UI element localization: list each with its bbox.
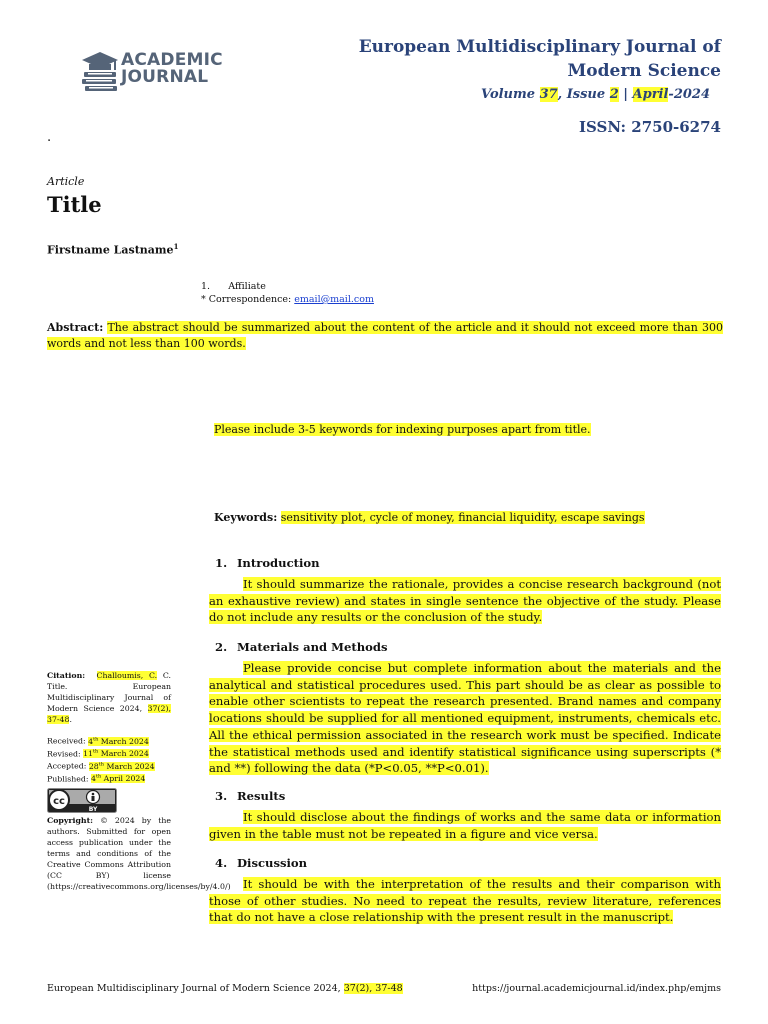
logo-line-2: JOURNAL (121, 67, 209, 87)
section-heading: 2. Materials and Methods (215, 640, 388, 654)
footer-url[interactable]: https://journal.academicjournal.id/index.php/emjms (472, 983, 721, 994)
issue-number: 2 (609, 87, 619, 102)
section-paragraph: It should be with the interpretation of the results and their comparison with those of other studies. No need to repeat the results, review literature, references that do not have a close relationship with the present result in the manuscript. (209, 877, 721, 925)
footer-citation: European Multidisciplinary Journal of Modern Science 2024, 37(2), 37-48 (47, 983, 403, 994)
abstract (47, 320, 723, 352)
correspondence: * Correspondence: email@mail.com (201, 294, 374, 305)
graduation-cap-books-icon (80, 50, 120, 94)
abstract-text: The abstract should be summarized about the content of the article and it should not exceed more than 300 words and not less than 100 words. (47, 321, 724, 350)
svg-text:cc: cc (53, 796, 65, 807)
keyword-note: Please include 3-5 keywords for indexing purposes apart from title. (214, 423, 591, 436)
logo-line-1: ACADEMIC (121, 50, 223, 70)
volume-number: 37 (539, 87, 558, 102)
published-date: Published: 4th April 2024 (47, 773, 146, 784)
cc-by-badge (47, 788, 117, 813)
keywords-label: Keywords: (214, 511, 278, 524)
section-paragraph: It should summarize the rationale, provides a concise research background (not an exhaustive review) and states in single sentence the objective of the study. Please do not include any results or the conclusion of the study. (209, 577, 721, 625)
affiliation-item: 1. Affiliate (201, 281, 266, 292)
citation-block: Citation: Challoumis, C. C. Title. European Multidisciplinary Journal of Modern Science 2024, 37(2), 37-48. (47, 671, 171, 724)
email-link[interactable]: email@mail.com (294, 294, 374, 305)
section-heading: 3. Results (215, 789, 286, 803)
section-introduction (209, 556, 721, 626)
logo-text (121, 52, 223, 86)
cc-by-label: BY (88, 806, 98, 813)
dates-block (47, 734, 171, 784)
section-discussion (209, 856, 721, 926)
keywords-text: sensitivity plot, cycle of money, financial liquidity, escape savings (280, 511, 645, 524)
volume-issue-line: Volume 37, Issue 2 | April-2024 (481, 87, 710, 102)
section-materials-methods (209, 640, 721, 777)
keywords (214, 511, 645, 524)
affiliations (201, 280, 374, 306)
issn: ISSN: 2750-6274 (578, 118, 721, 136)
article-title: Title (47, 192, 102, 217)
section-results (209, 789, 721, 842)
abstract-label: Abstract: (47, 321, 104, 334)
journal-title: European Multidisciplinary Journal of Modern Science (358, 37, 721, 81)
section-heading: 4. Discussion (215, 856, 308, 870)
revised-date: Revised: 11th March 2024 (47, 748, 149, 759)
author-name: Firstname Lastname$^1$ (47, 242, 179, 257)
accepted-date: Accepted: 28th March 2024 (47, 761, 155, 771)
section-heading: 1. Introduction (215, 556, 320, 570)
stray-dot: . (47, 130, 52, 145)
issue-month: April (632, 87, 669, 102)
received-date: Received: 4th March 2024 (47, 736, 149, 746)
article-type: Article (47, 175, 85, 188)
copyright-block: Copyright: © 2024 by the authors. Submitted for open access publication under the terms and conditions of the Creative Commons Attribution (CC BY) license (https://creativecommons.org/licenses/by/4.0/) (47, 816, 231, 891)
section-paragraph: Please provide concise but complete information about the materials and the analytical and statistical procedures used. This part should be as clear as possible to enable other scientists to repeat the research presented. Brand names and company locations should be supplied for all mentioned equipment, instruments, chemicals etc. All the ethical permission associated in the research work must be specified. Indicate the statistical methods used and identify statistical significance using superscripts (* and **) following the data (*P<0.05, **P<0.01). (209, 661, 721, 776)
section-paragraph: It should disclose about the findings of works and the same data or information given in the table must not be repeated in a figure and vice versa. (209, 810, 721, 841)
